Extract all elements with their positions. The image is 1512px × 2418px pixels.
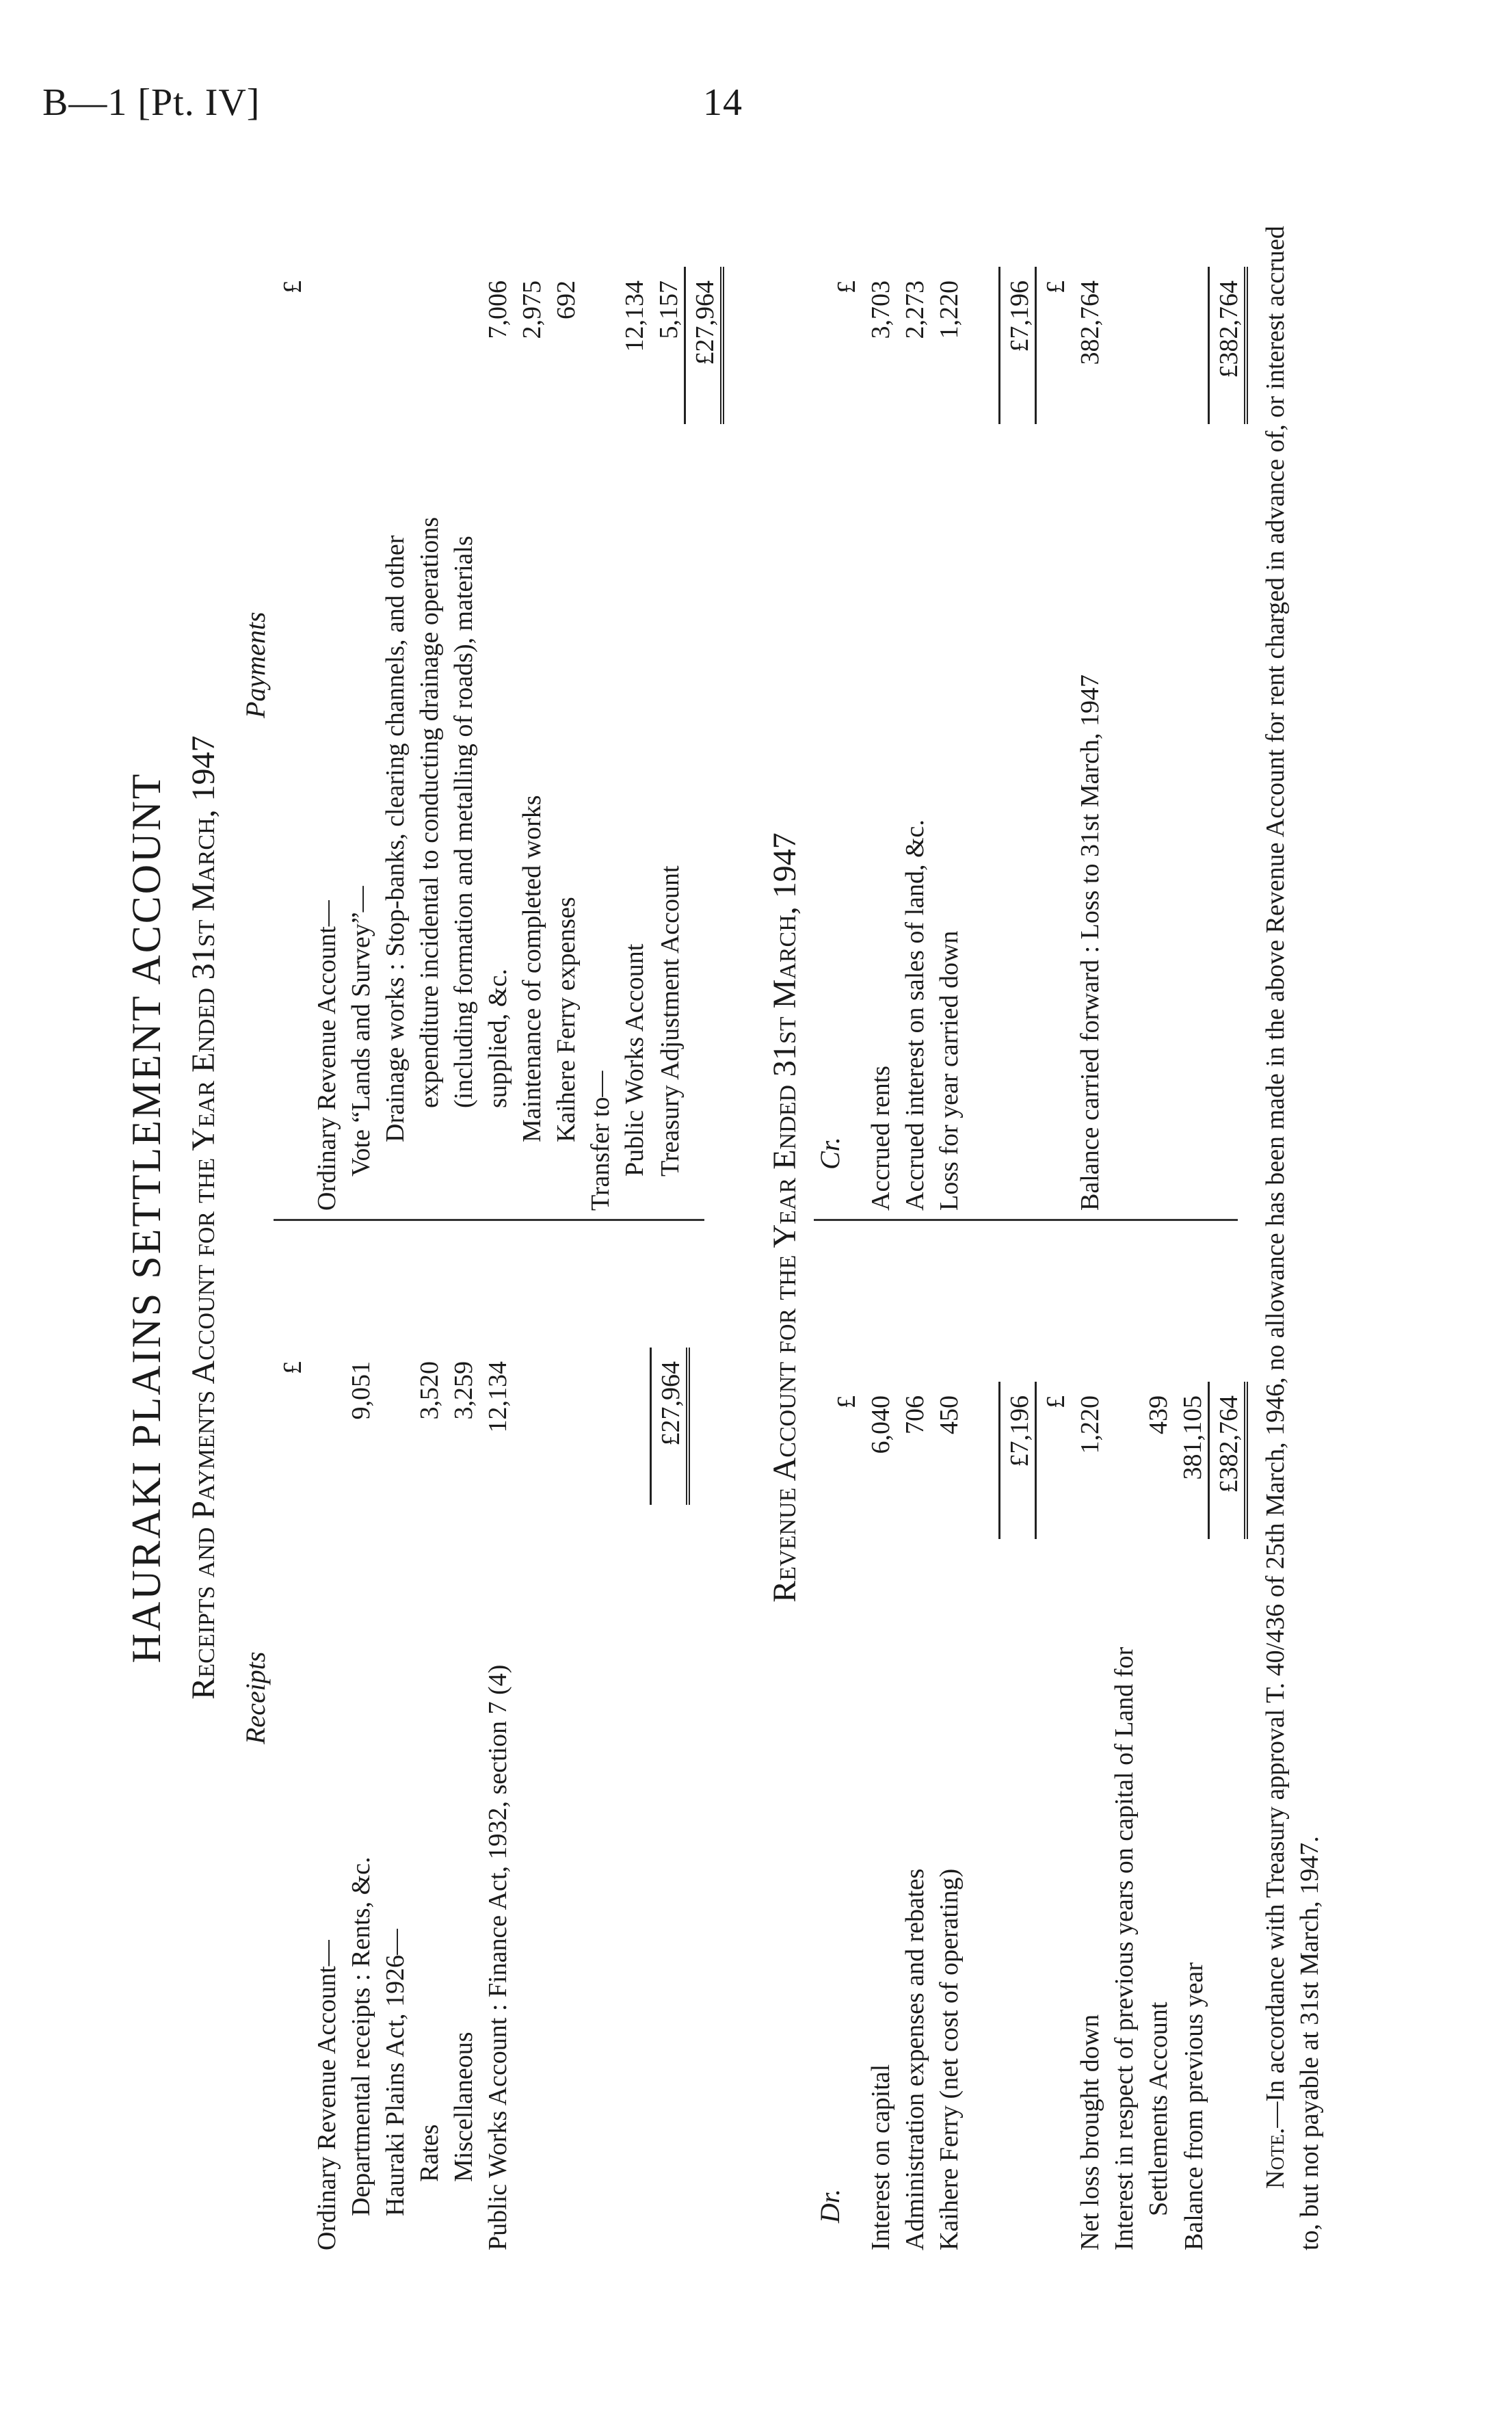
table-row	[513, 267, 547, 1211]
row-label: Maintenance of completed works	[518, 795, 546, 1142]
currency-symbol: £	[832, 280, 861, 293]
row-label: Ordinary Revenue Account—	[313, 900, 341, 1211]
table-row	[862, 1382, 896, 2250]
receipts-table	[274, 1348, 690, 2250]
dr-label: Dr.	[814, 2188, 845, 2223]
row-label: Ordinary Revenue Account—	[313, 1940, 341, 2250]
table-row	[896, 267, 930, 1211]
row-amount: 12,134	[483, 1361, 512, 1433]
row-label: Vote “Lands and Survey”—	[347, 886, 375, 1177]
row-label: Balance from previous year	[1179, 1962, 1208, 2250]
row-label: Public Works Account : Finance Act, 1932, section 7 (4)	[483, 1664, 512, 2250]
row-label: Public Works Account	[620, 943, 649, 1177]
table-row	[1071, 1382, 1105, 2250]
table-row	[445, 267, 479, 1211]
table-row	[376, 267, 410, 1211]
row-label: Kaihere Ferry (net cost of operating)	[935, 1868, 964, 2250]
row-amount: 450	[935, 1395, 964, 1434]
table-row	[615, 267, 650, 1211]
currency-symbol: £	[278, 280, 307, 293]
table-row	[308, 267, 342, 1211]
table-row	[308, 1348, 342, 2250]
row-amount: 3,703	[866, 280, 895, 339]
currency-symbol: £	[832, 1395, 861, 1408]
row-label: Miscellaneous	[449, 2032, 478, 2182]
row-label: Loss for year carried down	[935, 930, 964, 1211]
table-row	[930, 1382, 964, 2250]
subtotal-cr: £7,196	[1000, 267, 1036, 424]
row-amount: 9,051	[347, 1361, 375, 1420]
subtotal-dr: £7,196	[1000, 1382, 1036, 1539]
row-amount: 7,006	[483, 280, 512, 339]
row-amount: 5,157	[654, 280, 683, 339]
row-amount	[308, 1348, 342, 1505]
table-row	[1173, 1382, 1209, 2250]
table-row	[862, 267, 896, 1211]
row-label: Settlements Account	[1144, 2001, 1173, 2216]
total-receipts: £27,964	[651, 1348, 689, 1505]
row-amount: 381,105	[1178, 1395, 1207, 1480]
rotated-page-body	[123, 157, 1354, 2278]
page-number: 14	[703, 81, 743, 124]
row-label: Balance carried forward : Loss to 31st March, 1947	[1076, 674, 1104, 1211]
revenue-cr-table	[827, 267, 1248, 1211]
row-amount	[1105, 1382, 1139, 1539]
row-label: Kaihere Ferry expenses	[552, 897, 581, 1142]
total-cr: £382,764	[1209, 267, 1247, 424]
table-row	[547, 267, 581, 1211]
revenue-account-heading: Revenue Account for the Year Ended 31st March, 1947	[767, 832, 803, 1603]
table-row	[342, 267, 376, 1211]
row-label: Accrued rents	[866, 1065, 895, 1211]
row-amount: 2,975	[518, 280, 546, 339]
currency-symbol: £	[1042, 280, 1070, 293]
row-label: Hauraki Plains Act, 1926—	[381, 1928, 410, 2216]
row-amount	[376, 1348, 410, 1505]
receipts-payments-heading: Receipts and Payments Account for the Year Ended 31st March, 1947	[185, 735, 222, 1700]
footnote	[1258, 226, 1327, 2250]
column-divider	[814, 1219, 1238, 1221]
table-row	[930, 267, 964, 1211]
table-row	[410, 267, 445, 1211]
currency-symbol: £	[278, 1361, 307, 1374]
total-payments: £27,964	[685, 267, 723, 424]
table-row	[376, 1348, 410, 2250]
table-row	[1139, 1382, 1173, 2250]
receipts-label: Receipts	[240, 1651, 271, 1744]
row-amount	[410, 267, 445, 424]
table-row	[342, 1348, 376, 2250]
table-row	[650, 267, 685, 1211]
row-amount: 706	[901, 1395, 929, 1434]
row-amount: 12,134	[620, 280, 649, 352]
table-row	[581, 267, 615, 1211]
table-row	[479, 267, 513, 1211]
total-dr: £382,764	[1209, 1382, 1247, 1539]
table-row	[1105, 1382, 1139, 2250]
currency-symbol: £	[1042, 1395, 1070, 1408]
page-title: HAURAKI PLAINS SETTLEMENT ACCOUNT	[124, 772, 169, 1664]
row-label: Net loss brought down	[1076, 2014, 1104, 2250]
row-amount	[581, 267, 615, 424]
document-reference: B—1 [Pt. IV]	[42, 81, 261, 124]
cr-label: Cr.	[814, 1137, 845, 1170]
row-label: Accrued interest on sales of land, &c.	[901, 819, 929, 1211]
row-label: expenditure incidental to conducting drainage operations	[415, 516, 444, 1108]
row-label: Rates	[415, 2124, 444, 2182]
row-amount: 439	[1144, 1395, 1173, 1434]
table-row	[1071, 267, 1105, 1211]
table-row	[479, 1348, 513, 2250]
footnote-text: —In accordance with Treasury approval T. 40/436 of 25th March, 1946, no allowance has been made in the above Revenue Account for rent charged in advance of, or interest accrued to, but not payable at 31st March, 1947.	[1261, 226, 1324, 2250]
column-divider	[274, 1219, 704, 1221]
row-label: Interest on capital	[866, 2064, 895, 2250]
table-row	[445, 1348, 479, 2250]
row-label: Treasury Adjustment Account	[655, 865, 685, 1177]
row-label: (including formation and metalling of roads), materials	[449, 536, 478, 1108]
row-amount	[308, 267, 342, 424]
payments-table	[274, 267, 724, 1211]
row-amount: 3,259	[449, 1361, 478, 1420]
row-amount: 2,273	[901, 280, 929, 339]
row-amount: 6,040	[866, 1395, 895, 1454]
row-amount: 3,520	[415, 1361, 444, 1420]
row-amount	[342, 267, 376, 424]
row-label: Administration expenses and rebates	[901, 1868, 929, 2250]
row-amount: 692	[552, 280, 581, 319]
revenue-dr-table	[827, 1382, 1248, 2250]
row-label: Interest in respect of previous years on capital of Land for	[1110, 1646, 1139, 2250]
row-label: supplied, &c.	[483, 969, 512, 1108]
row-amount: 1,220	[1076, 1395, 1104, 1454]
payments-label: Payments	[240, 612, 271, 718]
row-amount: 1,220	[935, 280, 964, 339]
row-label: Drainage works : Stop-banks, clearing channels, and other	[381, 535, 410, 1142]
table-row	[896, 1382, 930, 2250]
row-amount	[445, 267, 479, 424]
row-label: Transfer to—	[586, 1070, 615, 1211]
footnote-lead: Note.	[1261, 2127, 1290, 2189]
table-row	[410, 1348, 445, 2250]
row-amount: 382,764	[1076, 280, 1104, 365]
row-label: Departmental receipts : Rents, &c.	[347, 1856, 375, 2216]
row-amount	[376, 267, 410, 424]
